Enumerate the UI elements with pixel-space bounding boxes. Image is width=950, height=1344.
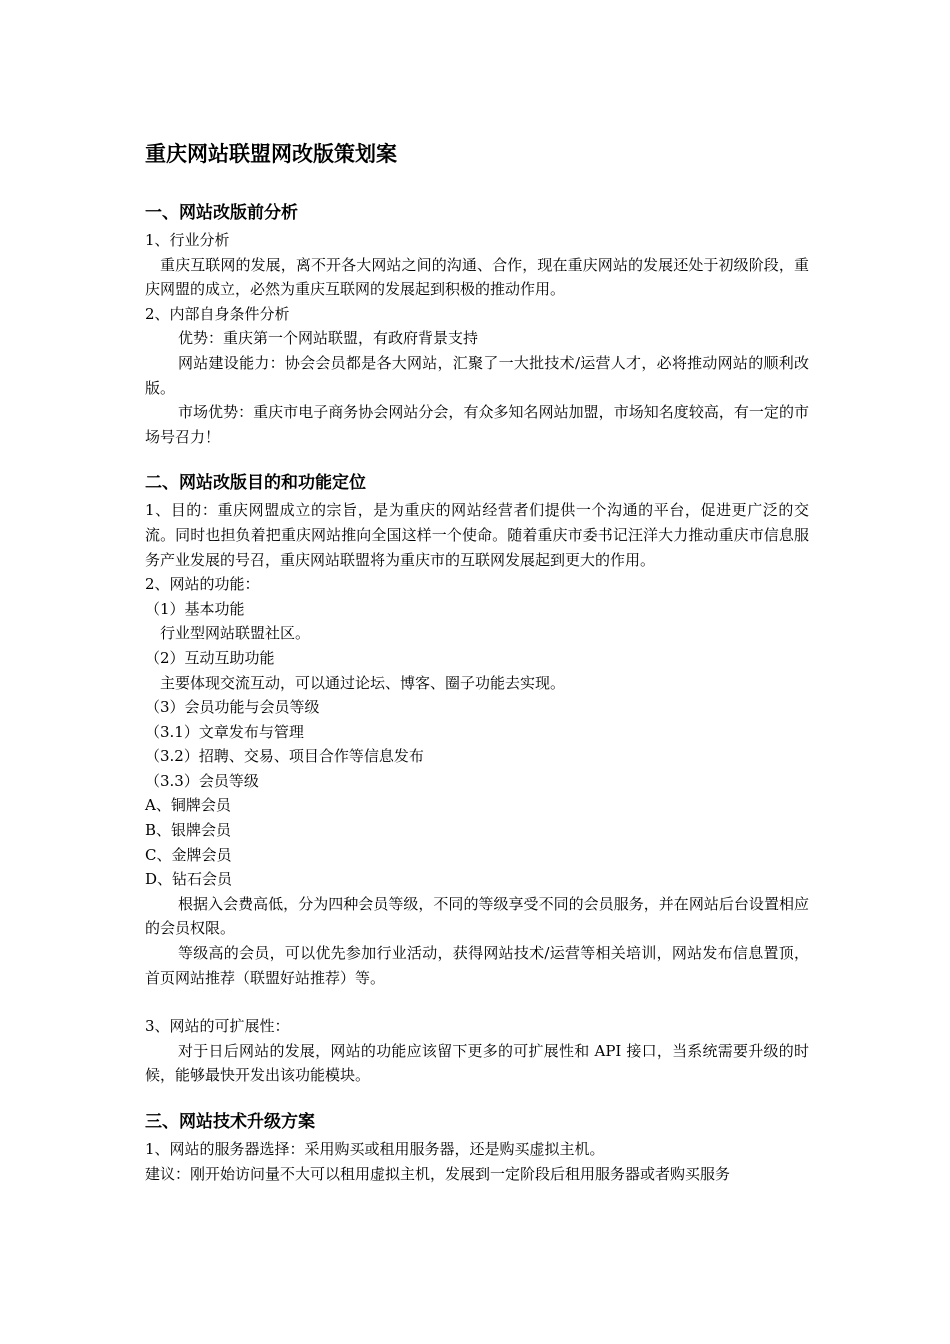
- document-title: 重庆网站联盟网改版策划案: [145, 141, 397, 166]
- list-item: （3）会员功能与会员等级: [145, 698, 320, 717]
- section-heading: 二、网站改版目的和功能定位: [145, 473, 366, 494]
- list-item: （3.2）招聘、交易、项目合作等信息发布: [145, 747, 424, 766]
- paragraph: 对于日后网站的发展，网站的功能应该留下更多的可扩展性和 API 接口，当系统需要升级的时候，能够最快开发出该功能模块。: [145, 1041, 809, 1085]
- paragraph: 优势：重庆第一个网站联盟，有政府背景支持: [178, 329, 479, 348]
- list-item: （3.1）文章发布与管理: [145, 722, 304, 741]
- list-item: （3.3）会员等级: [145, 771, 259, 790]
- spacer: [145, 990, 809, 1014]
- subheading: 1、行业分析: [145, 231, 230, 249]
- section-heading: 三、网站技术升级方案: [145, 1112, 315, 1132]
- paragraph: 市场优势：重庆市电子商务协会网站分会，有众多知名网站加盟，市场知名度较高，有一定的市场号召力！: [145, 403, 809, 446]
- paragraph: 重庆互联网的发展，离不开各大网站之间的沟通、合作，现在重庆网站的发展还处于初级阶段，重庆网盟的成立，必然为重庆互联网的发展起到积极的推动作用。: [145, 255, 809, 299]
- list-item: B、银牌会员: [145, 821, 232, 840]
- paragraph: 建议：刚开始访问量不大可以租用虚拟主机，发展到一定阶段后租用服务器或者购买服务: [145, 1164, 731, 1183]
- paragraph: 1、目的：重庆网盟成立的宗旨，是为重庆的网站经营者们提供一个沟通的平台，促进更广泛的交流。同时也担负着把重庆网站推向全国这样一个使命。随着重庆市委书记汪洋大力推动重庆市信息服务产业发展的号召，重庆网站联盟将为重庆市的互联网发展起到更大的作用。: [145, 501, 809, 569]
- list-item: A、铜牌会员: [145, 796, 231, 815]
- paragraph: 等级高的会员，可以优先参加行业活动，获得网站技术/运营等相关培训，网站发布信息置顶，首页网站推荐（联盟好站推荐）等。: [145, 944, 809, 987]
- list-item: （2）互动互助功能: [145, 648, 275, 667]
- section-heading: 一、网站改版前分析: [145, 203, 298, 223]
- paragraph: 根据入会费高低，分为四种会员等级，不同的等级享受不同的会员服务，并在网站后台设置相应的会员权限。: [145, 894, 809, 938]
- paragraph: 1、网站的服务器选择：采用购买或租用服务器，还是购买虚拟主机。: [145, 1140, 605, 1158]
- paragraph: 网站建设能力：协会会员都是各大网站，汇聚了一大批技术/运营人才，必将推动网站的顺利改版。: [145, 353, 809, 397]
- paragraph: 行业型网站联盟社区。: [160, 624, 311, 643]
- spacer: [145, 1088, 809, 1108]
- spacer: [145, 449, 809, 469]
- list-item: C、金牌会员: [145, 845, 232, 864]
- subheading: 3、网站的可扩展性：: [145, 1017, 290, 1036]
- paragraph: 主要体现交流互动，可以通过论坛、博客、圈子功能去实现。: [160, 673, 566, 692]
- document-body: [145, 199, 809, 1186]
- subheading: 2、内部自身条件分析: [145, 304, 290, 323]
- list-item: （1）基本功能: [145, 599, 245, 618]
- subheading: 2、网站的功能：: [145, 575, 260, 594]
- list-item: D、钻石会员: [145, 870, 233, 889]
